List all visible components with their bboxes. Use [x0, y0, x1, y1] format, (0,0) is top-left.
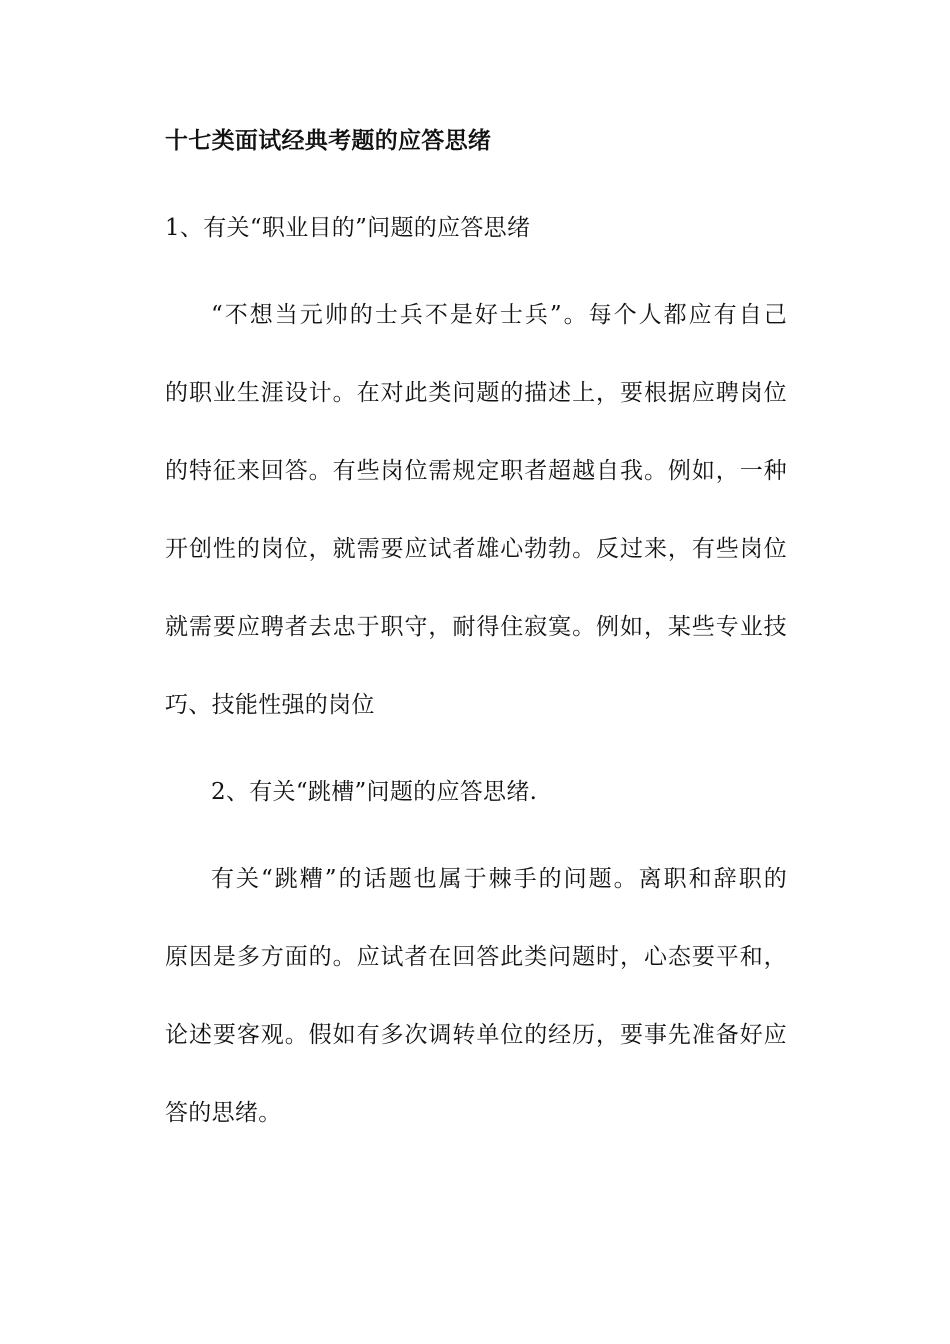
document-title: 十七类面试经典考题的应答思绪 [165, 127, 492, 154]
section2-paragraph-line: 答的思绪。 [165, 1100, 282, 1126]
section2-heading: 2、有关“跳槽”问题的应答思绪. [211, 779, 538, 805]
section1-paragraph-line: 的职业生涯设计。在对此类问题的描述上，要根据应聘岗位 [165, 380, 787, 406]
section1-paragraph-line: 的特征来回答。有些岗位需规定职者超越自我。例如，一种 [165, 458, 787, 484]
section1-paragraph-line: 就需要应聘者去忠于职守，耐得住寂寞。例如，某些专业技 [165, 614, 787, 640]
section2-paragraph-line: 原因是多方面的。应试者在回答此类问题时，心态要平和， [165, 944, 787, 970]
section1-paragraph-line: 巧、技能性强的岗位 [165, 692, 375, 718]
section1-paragraph-line: 开创性的岗位，就需要应试者雄心勃勃。反过来，有些岗位 [165, 536, 787, 562]
section1-paragraph-line: “不想当元帅的士兵不是好士兵”。每个人都应有自己 [211, 302, 787, 328]
section2-paragraph-line: 有关“跳糟”的话题也属于棘手的问题。离职和辞职的 [211, 866, 787, 892]
section1-heading: 1、有关“职业目的”问题的应答思绪 [165, 215, 531, 241]
section2-paragraph-line: 论述要客观。假如有多次调转单位的经历，要事先准备好应 [165, 1022, 787, 1048]
